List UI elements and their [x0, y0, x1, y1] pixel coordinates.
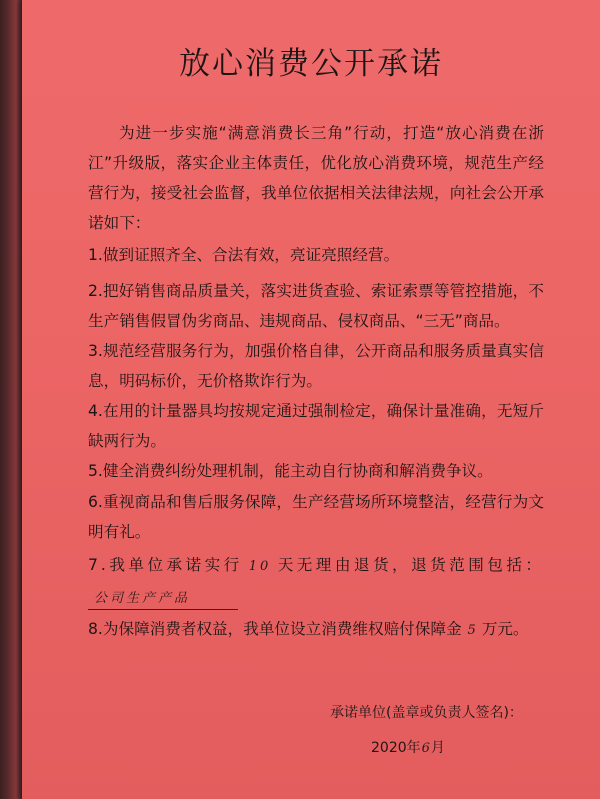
red-paper-sheet — [22, 0, 600, 799]
item8-prefix: 8.为保障消费者权益，我单位设立消费维权赔付保障金 — [88, 620, 462, 638]
commitment-item-2: 2.把好销售商品质量关，落实进货查验、索证索票等管控措施，不生产销售假冒伪劣商品、违规商品、侵权商品、“三无”商品。 — [88, 282, 544, 330]
document-title: 放心消费公开承诺 — [179, 46, 443, 82]
signature-date — [371, 737, 445, 757]
guarantee-amount-handwritten: 5 — [467, 623, 476, 638]
commitment-item-1: 1.做到证照齐全、合法有效，亮证亮照经营。 — [88, 246, 400, 264]
commitment-item-6: 6.重视商品和售后服务保障，生产经营场所环境整洁，经营行为文明有礼。 — [88, 493, 544, 541]
date-prefix: 2020年 — [371, 740, 421, 756]
signature-label: 承诺单位(盖章或负责人签名)： — [330, 705, 523, 721]
item7-prefix: 7.我单位承诺实行 — [88, 556, 243, 574]
date-suffix: 月 — [430, 740, 445, 756]
commitment-item-4: 4.在用的计量器具均按规定通过强制检定，确保计量准确，无短斤缺两行为。 — [88, 402, 544, 450]
commitment-item-8 — [88, 614, 544, 646]
month-handwritten: 6 — [421, 741, 430, 756]
item7-middle: 天无理由退货，退货范围包括： — [277, 556, 544, 574]
item8-suffix: 万元。 — [481, 620, 529, 638]
intro-paragraph: 为进一步实施“满意消费长三角”行动，打造“放心消费在浙江”升级版，落实企业主体责任，优化放心消费环境，规范生产经营行为，接受社会监督，我单位依据相关法律法规，向社会公开承诺如下： — [88, 124, 544, 232]
commitment-item-3: 3.规范经营服务行为，加强价格自律，公开商品和服务质量真实信息，明码标价，无价格欺诈行为。 — [88, 342, 544, 390]
return-scope-blank — [88, 587, 238, 610]
commitment-item-5: 5.健全消费纠纷处理机制，能主动自行协商和解消费争议。 — [88, 462, 493, 480]
commitment-item-7 — [88, 550, 544, 612]
return-scope-handwritten: 公司生产产品 — [94, 591, 191, 606]
return-days-handwritten: 10 — [248, 559, 272, 574]
